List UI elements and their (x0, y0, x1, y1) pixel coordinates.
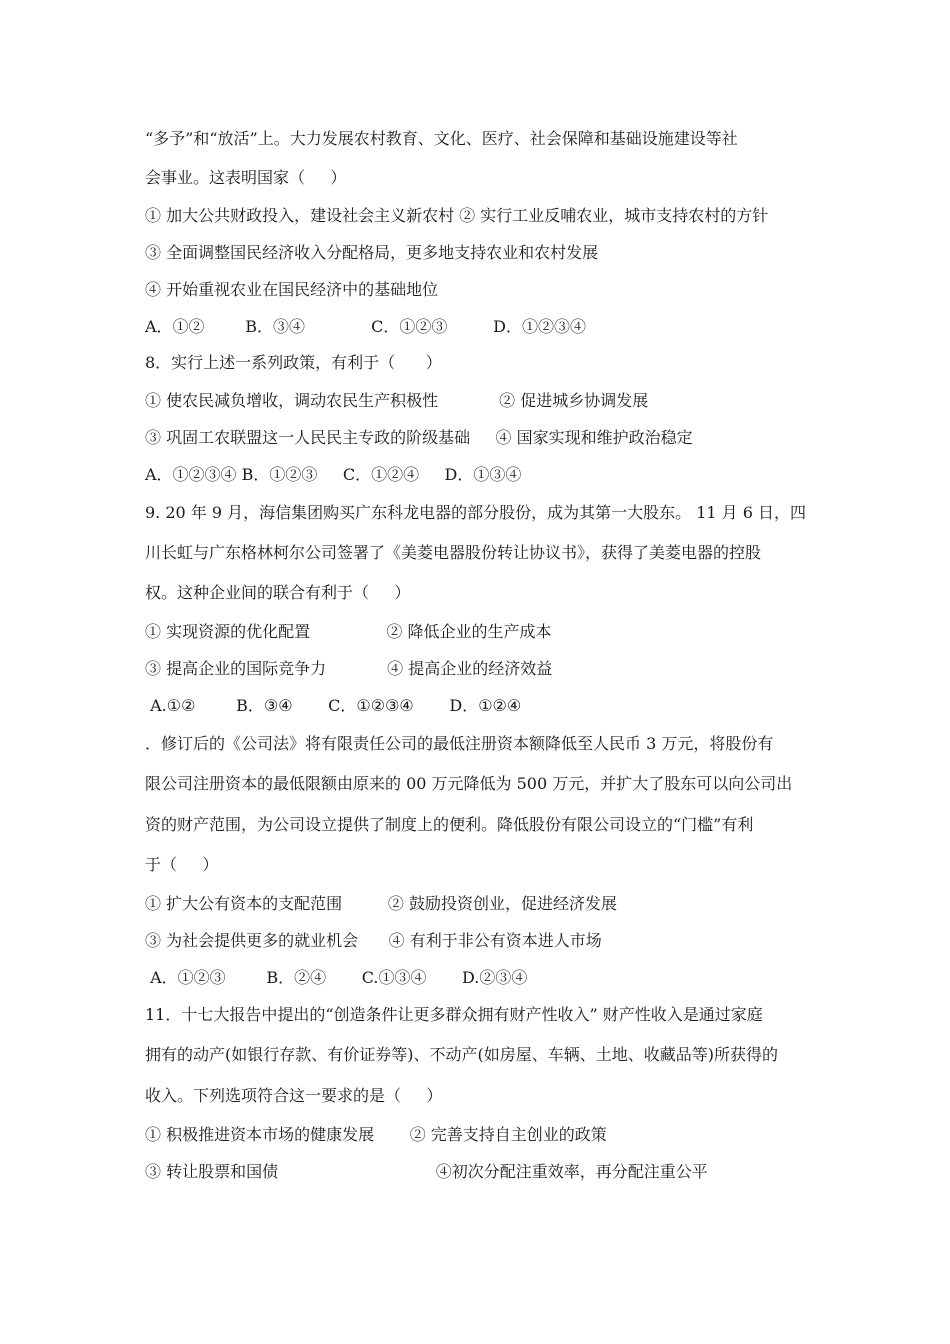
text-line: ① 加大公共财政投入，建设社会主义新农村 ② 实行工业反哺农业，城市支持农村的方针 (145, 206, 769, 225)
answer-options: A.①② B．③④ C．①②③④ D．①②④ (145, 696, 522, 715)
text-line: ③ 巩固工农联盟这一人民民主专政的阶级基础 ④ 国家实现和维护政治稳定 (145, 428, 693, 447)
text-line: ③ 全面调整国民经济收入分配格局，更多地支持农业和农村发展 (145, 243, 599, 262)
text-line: 川长虹与广东格林柯尔公司签署了《美菱电器股份转让协议书》，获得了美菱电器的控股 (145, 543, 762, 562)
text-line: 拥有的动产(如银行存款、有价证券等)、不动产(如房屋、车辆、土地、收藏品等)所获得的 (145, 1045, 778, 1064)
question-9: 9. 20 年 9 月，海信集团购买广东科龙电器的部分股份，成为其第一大股东。 11 月 6 日，四 (145, 503, 807, 522)
answer-options: A．①② B．③④ C．①②③ D．①②③④ (145, 317, 586, 336)
question-11: 11．十七大报告中提出的“创造条件让更多群众拥有财产性收入” 财产性收入是通过家庭 (145, 1005, 763, 1024)
text-line: 权。这种企业间的联合有利于（ ） (145, 583, 411, 602)
text-line: “多予”和“放活”上。大力发展农村教育、文化、医疗、社会保障和基础设施建设等社 (145, 129, 738, 148)
question-8: 8．实行上述一系列政策，有利于（ ） (145, 353, 442, 372)
text-line: 资的财产范围，为公司设立提供了制度上的便利。降低股份有限公司设立的“门槛”有利 (145, 815, 754, 834)
text-line: ① 积极推进资本市场的健康发展 ② 完善支持自主创业的政策 (145, 1125, 607, 1144)
text-line: 于（ ） (145, 855, 219, 874)
text-line: ③ 转让股票和国债 ④初次分配注重效率，再分配注重公平 (145, 1162, 708, 1181)
text-line: ④ 开始重视农业在国民经济中的基础地位 (145, 280, 439, 299)
text-line: ③ 提高企业的国际竞争力 ④ 提高企业的经济效益 (145, 659, 553, 678)
text-line: ① 实现资源的优化配置 ② 降低企业的生产成本 (145, 622, 552, 641)
text-line: ③ 为社会提供更多的就业机会 ④ 有利于非公有资本进人市场 (145, 931, 602, 950)
text-line: 会事业。这表明国家（ ） (145, 168, 347, 187)
text-line: 限公司注册资本的最低限额由原来的 00 万元降低为 500 万元，并扩大了股东可以向公司出 (145, 774, 793, 793)
text-line: 收入。下列选项符合这一要求的是（ ） (145, 1086, 443, 1105)
question-10: ．修订后的《公司法》将有限责任公司的最低注册资本额降低至人民币 3 万元，将股份有 (145, 734, 774, 753)
text-line: ① 扩大公有资本的支配范围 ② 鼓励投资创业，促进经济发展 (145, 894, 617, 913)
text-line: ① 使农民减负增收，调动农民生产积极性 ② 促进城乡协调发展 (145, 391, 649, 410)
answer-options: A．①②③ B．②④ C.①③④ D.②③④ (145, 968, 528, 987)
answer-options: A．①②③④ B．①②③ C．①②④ D．①③④ (145, 465, 522, 484)
